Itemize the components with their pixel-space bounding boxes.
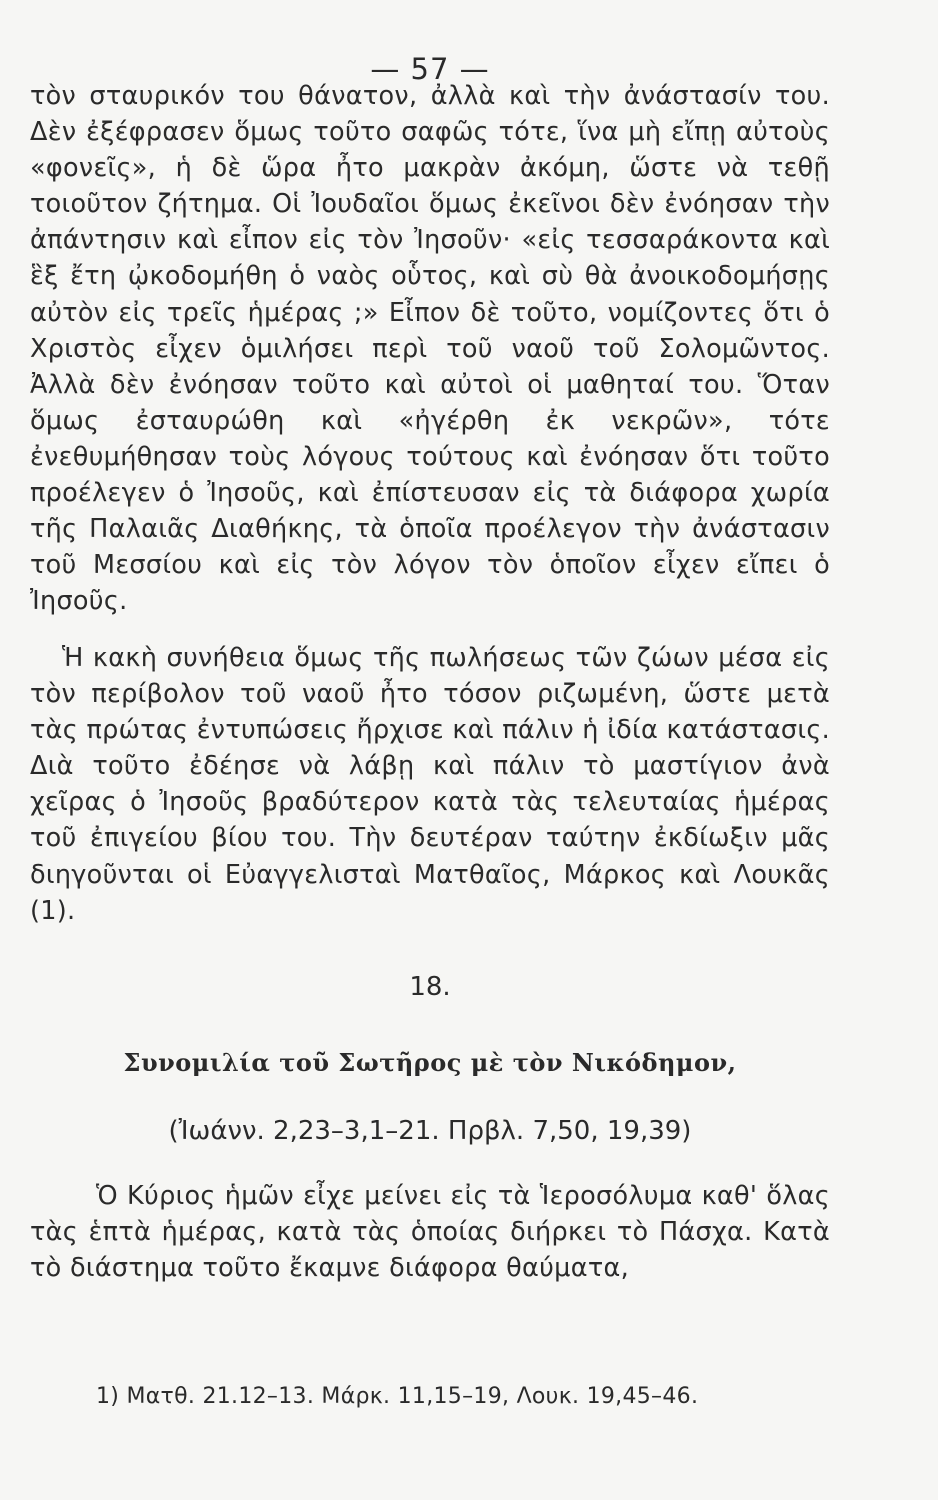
section-reference: (Ἰωάνν. 2,23–3,1–21. Πρβλ. 7,50, 19,39) bbox=[168, 1116, 692, 1146]
footnote: 1) Ματθ. 21.12–13. Μάρκ. 11,15–19, Λουκ. 19,45–46. bbox=[96, 1384, 699, 1409]
section-number: 18. bbox=[409, 972, 451, 1002]
paragraph: Ὁ Κύριος ἡμῶν εἶχε μείνει εἰς τὰ Ἱεροσόλυμα καθ' ὅλας τὰς ἑπτὰ ἡμέρας, κατὰ τὰς ὁποίας διήρκει τὸ Πάσχα. Κατὰ τὸ διάστημα τοῦτο ἔκαμνε διάφορα θαύματα, bbox=[30, 1181, 830, 1284]
paragraph: Ἡ κακὴ συνήθεια ὅμως τῆς πωλήσεως τῶν ζώων μέσα εἰς τὸν περίβολον τοῦ ναοῦ ἦτο τόσον ριζωμένη, ὥστε μετὰ τὰς πρώτας ἐντυπώσεις ἤρχισε καὶ πάλιν ἡ ἰδία κατάστασις. Διὰ τοῦτο ἐδέησε νὰ λάβῃ καὶ πάλιν τὸ μαστίγιον ἀνὰ χεῖρας ὁ Ἰησοῦς βραδύτερον κατὰ τὰς τελευταίας ἡμέρας τοῦ ἐπιγείου βίου του. Τὴν δευτέραν ταύτην ἐκδίωξιν μᾶς διηγοῦνται οἱ Εὐαγγελισταὶ Ματθαῖος, Μάρκος καὶ Λουκᾶς (1). bbox=[30, 643, 830, 926]
page-number: — 57 — bbox=[370, 52, 490, 86]
paragraph: τὸν σταυρικόν του θάνατον, ἀλλὰ καὶ τὴν ἀνάστασίν του. Δὲν ἐξέφρασεν ὅμως τοῦτο σαφῶς τότε, ἵνα μὴ εἴπῃ αὐτοὺς «φονεῖς», ἡ δὲ ὥρα ἦτο μακρὰν ἀκόμη, ὥστε νὰ τεθῇ τοιοῦτον ζήτημα. Οἱ Ἰουδαῖοι ὅμως ἐκεῖνοι δὲν ἐνόησαν τὴν ἀπάντησιν καὶ εἶπον εἰς τὸν Ἰησοῦν· «εἰς τεσσαράκοντα καὶ ἓξ ἔτη ᾠκοδομήθη ὁ ναὸς οὗτος, καὶ σὺ θὰ ἀνοικοδομήσῃς αὐτὸν εἰς τρεῖς ἡμέρας ;» Εἶπον δὲ τοῦτο, νομίζοντες ὅτι ὁ Χριστὸς εἶχεν ὁμιλήσει περὶ τοῦ ναοῦ τοῦ Σολομῶντος. Ἀλλὰ δὲν ἐνόησαν τοῦτο καὶ αὐτοὶ οἱ μαθηταί του. Ὅταν ὅμως ἐσταυρώθη καὶ «ἠγέρθη ἐκ νεκρῶν», τότε ἐνεθυμήθησαν τοὺς λόγους τούτους καὶ ἐνόησαν ὅτι τοῦτο προέλεγεν ὁ Ἰησοῦς, καὶ ἐπίστευσαν εἰς τὰ διάφορα χωρία τῆς Παλαιᾶς Διαθήκης, τὰ ὁποῖα προέλεγον τὴν ἀνάστασιν τοῦ Μεσσίου καὶ εἰς τὸν λόγον τὸν ὁποῖον εἶχεν εἴπει ὁ Ἰησοῦς. bbox=[30, 81, 830, 617]
section-title: Συνομιλία τοῦ Σωτῆρος μὲ τὸν Νικόδημον, bbox=[123, 1048, 737, 1077]
